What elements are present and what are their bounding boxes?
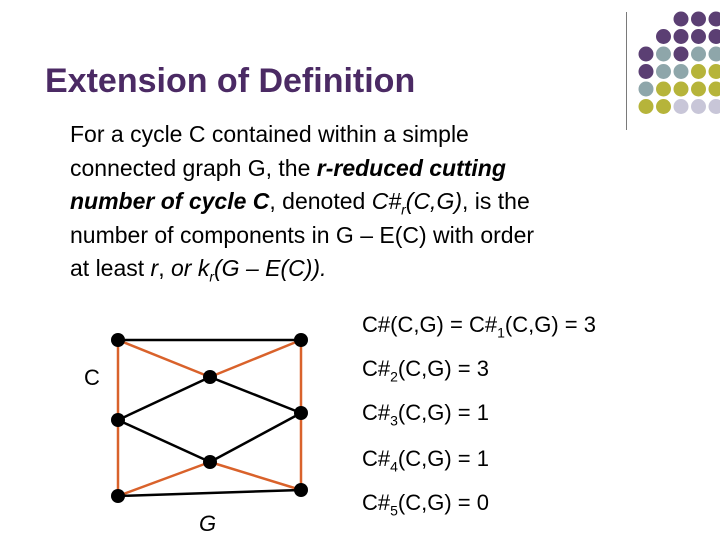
notation-symbol: C# bbox=[371, 188, 402, 215]
equation-text: (C,G) = 1 bbox=[397, 446, 489, 471]
cycle-edge bbox=[210, 340, 301, 377]
equation-text: C# bbox=[362, 490, 391, 515]
equation-3 bbox=[362, 400, 489, 429]
graph-edge bbox=[118, 377, 210, 420]
graph-edge bbox=[118, 420, 210, 462]
notation-subscript: r bbox=[401, 201, 406, 218]
cycle-label: C bbox=[84, 365, 100, 390]
notation-k: or k bbox=[171, 255, 210, 282]
equation-text: (C,G) = 3 bbox=[504, 312, 596, 337]
term-r-reduced: r-reduced cutting bbox=[316, 154, 506, 181]
graph-label: G bbox=[199, 511, 217, 536]
equation-text: (C,G) = 3 bbox=[397, 356, 489, 381]
graph-vertex bbox=[203, 455, 217, 469]
equation-text: C# bbox=[362, 446, 391, 471]
equation-subscript: 2 bbox=[390, 368, 398, 385]
term-number-of-cycle: number of cycle C bbox=[70, 188, 270, 215]
slide-title: Extension of Definition bbox=[45, 62, 416, 100]
equation-subscript: 1 bbox=[497, 324, 505, 341]
equation-2 bbox=[362, 356, 489, 385]
variable-r: r bbox=[150, 255, 159, 282]
definition-text: , denoted bbox=[269, 188, 372, 215]
equation-text: (C,G) = 1 bbox=[397, 400, 489, 425]
equation-text: (C,G) = 0 bbox=[397, 490, 489, 515]
graph-vertex bbox=[111, 413, 125, 427]
equation-1 bbox=[362, 312, 596, 341]
cycle-edge bbox=[118, 340, 210, 377]
graph-vertex bbox=[111, 489, 125, 503]
definition-text: at least bbox=[70, 255, 151, 282]
cycle-edge bbox=[118, 462, 210, 496]
graph-vertex bbox=[294, 483, 308, 497]
graph-edge bbox=[210, 377, 301, 413]
graph-edge bbox=[118, 490, 301, 496]
definition-line-4: number of components in G – E(C) with order bbox=[70, 221, 535, 248]
definition-text: , bbox=[158, 255, 171, 282]
graph-vertex bbox=[111, 333, 125, 347]
equation-text: C#(C,G) = C# bbox=[362, 312, 498, 337]
graph-vertex bbox=[294, 333, 308, 347]
graph-edge bbox=[210, 413, 301, 462]
equation-text: C# bbox=[362, 356, 391, 381]
equation-4 bbox=[362, 446, 489, 475]
equation-subscript: 4 bbox=[390, 458, 398, 475]
graph-vertex bbox=[294, 406, 308, 420]
definition-line-1: For a cycle C contained within a simple bbox=[70, 121, 469, 147]
equation-subscript: 5 bbox=[390, 502, 398, 519]
definition-text: connected graph G, the bbox=[70, 154, 317, 181]
notation-args: (C,G) bbox=[405, 188, 462, 215]
notation-subscript: r bbox=[209, 268, 215, 285]
notation-args: (G – E(C)). bbox=[214, 255, 327, 282]
definition-text: , is the bbox=[462, 188, 530, 215]
equation-5 bbox=[362, 490, 489, 519]
equation-text: C# bbox=[362, 400, 391, 425]
cycle-edge bbox=[210, 462, 301, 490]
equation-subscript: 3 bbox=[390, 412, 398, 429]
graph-vertex bbox=[203, 370, 217, 384]
